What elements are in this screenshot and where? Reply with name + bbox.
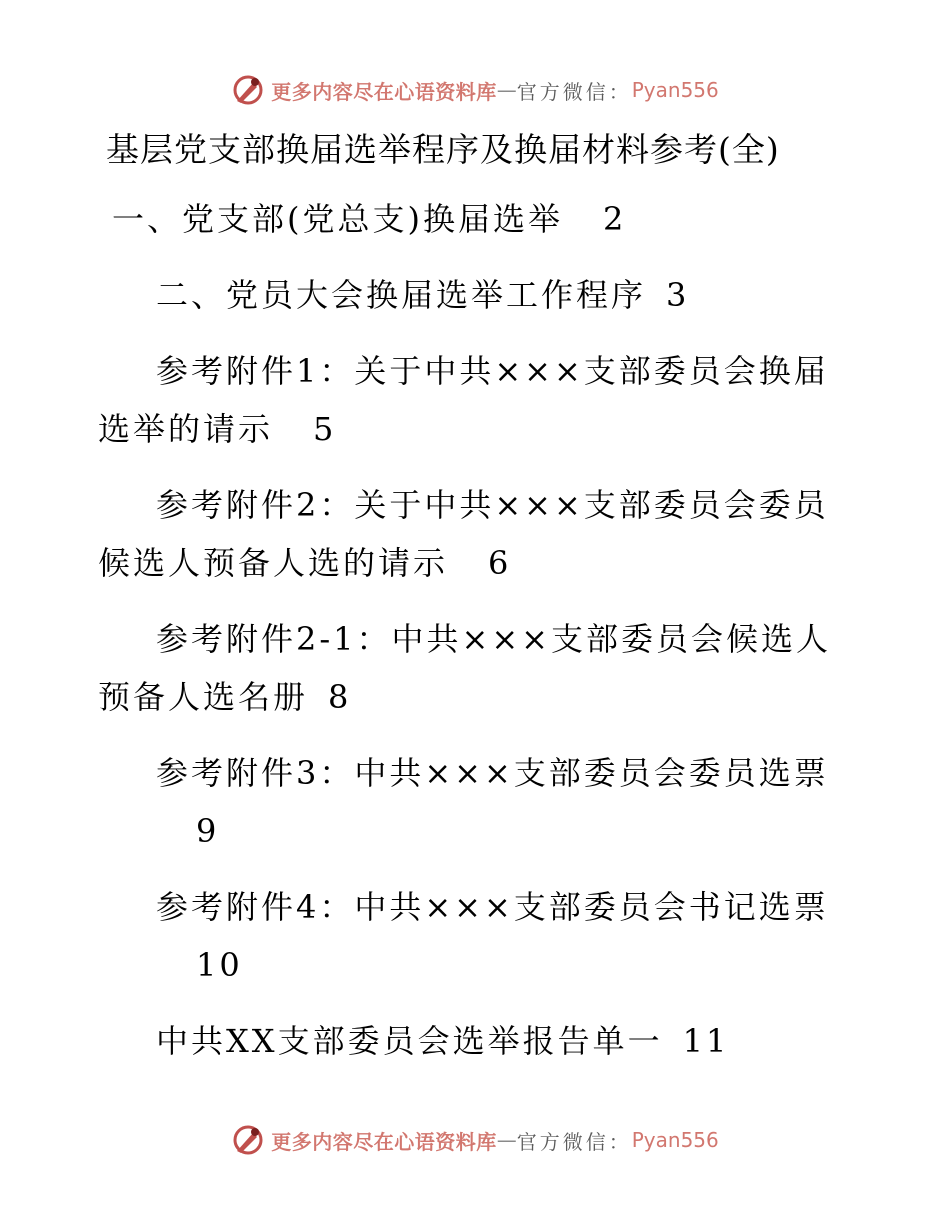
toc-page-number: 5 bbox=[313, 410, 337, 448]
toc-entry-text: 参考附件4：中共×××支部委员会书记选票 bbox=[156, 888, 829, 926]
watermark-wechat-id: Pyan556 bbox=[631, 78, 719, 102]
watermark-banner-top bbox=[0, 70, 950, 110]
toc-page-number: 9 bbox=[196, 812, 220, 850]
toc-entry[interactable] bbox=[98, 342, 838, 458]
toc-entry[interactable] bbox=[98, 190, 838, 248]
watermark-dash: — bbox=[496, 78, 517, 102]
watermark-promo-text: 更多内容尽在心语资料库 bbox=[271, 79, 497, 104]
toc-entry[interactable] bbox=[98, 1012, 838, 1070]
toc-page-number: 3 bbox=[666, 276, 690, 314]
toc-entry-text: 参考附件2：关于中共×××支部委员会委员候选人预备人选的请示 bbox=[98, 486, 829, 582]
toc-entry[interactable] bbox=[98, 610, 838, 726]
watermark-dash: — bbox=[496, 1128, 517, 1152]
watermark-wechat-label: 官方微信： bbox=[516, 1129, 632, 1154]
toc-page-number: 10 bbox=[196, 946, 243, 984]
watermark-wechat-label: 官方微信： bbox=[516, 79, 632, 104]
watermark-wechat-id: Pyan556 bbox=[631, 1128, 719, 1152]
toc-entry[interactable] bbox=[98, 744, 838, 860]
toc-entry[interactable] bbox=[98, 878, 838, 994]
toc-entry[interactable] bbox=[98, 476, 838, 592]
toc-page-number: 6 bbox=[488, 544, 512, 582]
toc-page-number: 8 bbox=[328, 678, 352, 716]
document-title: 基层党支部换届选举程序及换届材料参考(全) bbox=[106, 130, 780, 169]
toc-entry-text: 参考附件1：关于中共×××支部委员会换届选举的请示 bbox=[98, 352, 829, 448]
toc-entry[interactable] bbox=[98, 266, 838, 324]
toc-entry-text: 参考附件2-1：中共×××支部委员会候选人预备人选名册 bbox=[98, 620, 831, 716]
toc-entry-text: 参考附件3：中共×××支部委员会委员选票 bbox=[156, 754, 829, 792]
watermark-promo-text: 更多内容尽在心语资料库 bbox=[271, 1129, 497, 1154]
toc-page-number: 2 bbox=[602, 200, 627, 238]
toc-entry-text: 二、党员大会换届选举工作程序 bbox=[156, 276, 647, 314]
table-of-contents bbox=[98, 190, 838, 1088]
pen-logo-icon bbox=[231, 73, 265, 107]
pen-logo-icon bbox=[231, 1123, 265, 1157]
toc-entry-text: 一、党支部(党总支)换届选举 bbox=[112, 200, 563, 238]
toc-page-number: 11 bbox=[682, 1022, 730, 1060]
watermark-banner-bottom bbox=[0, 1120, 950, 1160]
toc-entry-text: 中共XX支部委员会选举报告单一 bbox=[156, 1022, 663, 1060]
